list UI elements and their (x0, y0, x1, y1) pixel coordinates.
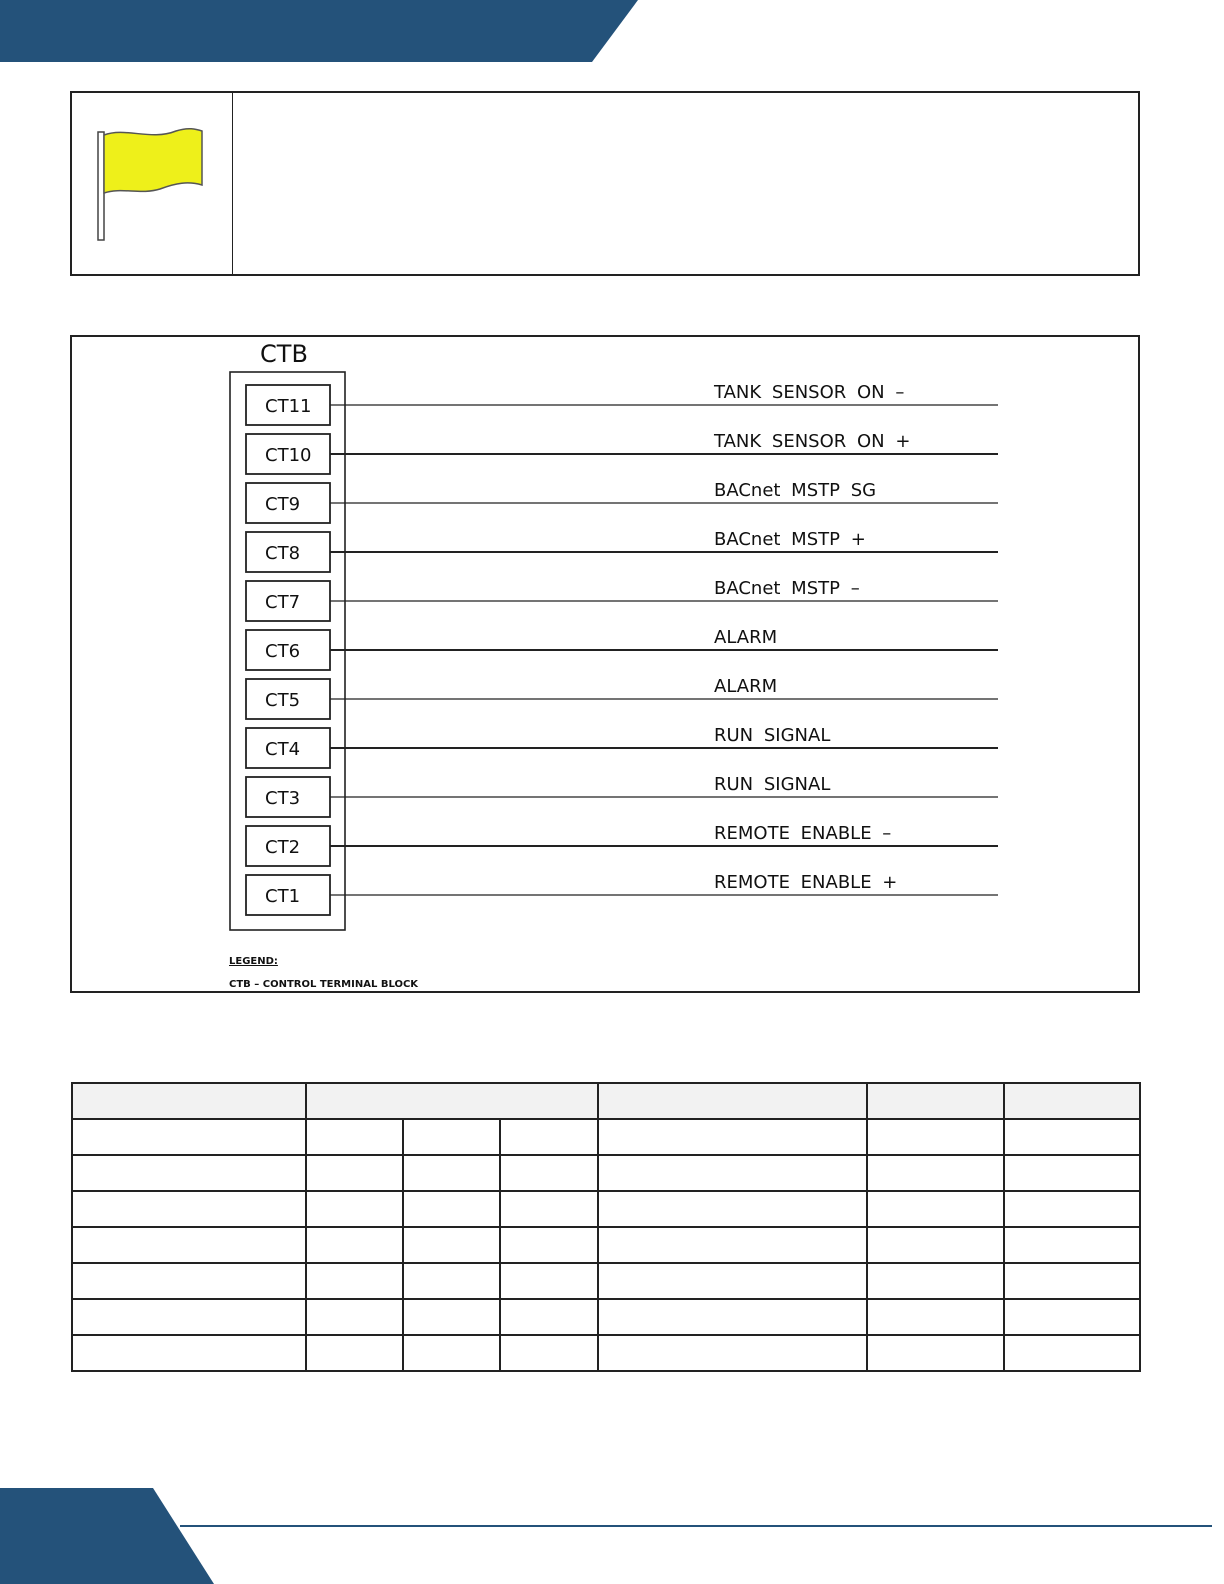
terminal-row (246, 431, 998, 474)
signal-label: REMOTE ENABLE – (714, 823, 892, 844)
table-header-cell (598, 1083, 867, 1119)
table-cell (72, 1191, 306, 1227)
table-cell (72, 1227, 306, 1263)
table-cell (1004, 1227, 1140, 1263)
table-header-cell (306, 1083, 598, 1119)
terminal-row (246, 725, 998, 768)
terminal-row (246, 676, 998, 719)
footer-banner-shape (0, 1488, 214, 1584)
table-cell (867, 1227, 1004, 1263)
table-cell (598, 1335, 867, 1371)
signal-label: TANK SENSOR ON + (714, 431, 911, 452)
table-cell (500, 1299, 598, 1335)
signal-label: BACnet MSTP – (714, 578, 860, 599)
table-cell (1004, 1191, 1140, 1227)
table-row (72, 1227, 1140, 1263)
terminal-id: CT5 (265, 690, 301, 711)
signal-label: TANK SENSOR ON – (714, 382, 905, 403)
legend-title: LEGEND: (229, 956, 278, 967)
table-cell (306, 1191, 403, 1227)
terminal-row (246, 627, 998, 670)
table-header-row (72, 1083, 1140, 1119)
signal-label: ALARM (714, 676, 778, 697)
table-cell (598, 1227, 867, 1263)
table-cell (598, 1299, 867, 1335)
terminal-id: CT7 (265, 592, 301, 613)
table-cell (598, 1191, 867, 1227)
table-cell (500, 1155, 598, 1191)
signal-label: BACnet MSTP + (714, 529, 866, 550)
table-cell (403, 1191, 500, 1227)
legend-entry: CTB – CONTROL TERMINAL BLOCK (229, 979, 419, 990)
signal-label: REMOTE ENABLE + (714, 872, 898, 893)
table-row (72, 1263, 1140, 1299)
table-cell (306, 1299, 403, 1335)
table-cell (1004, 1335, 1140, 1371)
table-cell (867, 1335, 1004, 1371)
table-cell (500, 1191, 598, 1227)
table-header-cell (867, 1083, 1004, 1119)
notice-divider (232, 93, 233, 274)
terminal-id: CT1 (265, 886, 301, 907)
terminal-id: CT11 (265, 396, 312, 417)
table-cell (500, 1119, 598, 1155)
terminal-id: CT8 (265, 543, 301, 564)
table-header-cell (1004, 1083, 1140, 1119)
terminal-row (246, 382, 998, 425)
terminal-row (246, 823, 998, 866)
notice-text (252, 113, 1118, 254)
table-cell (867, 1263, 1004, 1299)
table-row (72, 1299, 1140, 1335)
table-cell (403, 1299, 500, 1335)
table-cell (72, 1155, 306, 1191)
table-cell (403, 1263, 500, 1299)
table-cell (306, 1263, 403, 1299)
table-cell (867, 1299, 1004, 1335)
terminal-row (246, 578, 998, 621)
table-row (72, 1155, 1140, 1191)
notice-box (70, 91, 1140, 276)
table-cell (598, 1155, 867, 1191)
table-body (72, 1119, 1140, 1371)
signal-label: ALARM (714, 627, 778, 648)
table-cell (1004, 1299, 1140, 1335)
table-cell (1004, 1155, 1140, 1191)
table-cell (598, 1263, 867, 1299)
terminal-row (246, 480, 998, 523)
table-cell (306, 1227, 403, 1263)
terminal-row (246, 872, 998, 915)
terminal-id: CT9 (265, 494, 301, 515)
table-cell (867, 1191, 1004, 1227)
table-cell (867, 1155, 1004, 1191)
table-cell (500, 1335, 598, 1371)
table-cell (1004, 1263, 1140, 1299)
footer-banner (0, 1484, 1224, 1584)
header-banner (0, 0, 1224, 64)
table-cell (403, 1335, 500, 1371)
table-header-cell (72, 1083, 306, 1119)
table-cell (72, 1299, 306, 1335)
table-cell (72, 1335, 306, 1371)
terminal-rows (246, 382, 998, 915)
table-cell (306, 1155, 403, 1191)
flag-icon (96, 127, 206, 243)
header-banner-shape (0, 0, 638, 62)
table-cell (867, 1119, 1004, 1155)
table-cell (306, 1119, 403, 1155)
signal-label: RUN SIGNAL (714, 774, 831, 795)
table-cell (403, 1155, 500, 1191)
table-cell (306, 1335, 403, 1371)
table-cell (403, 1227, 500, 1263)
spec-table (71, 1082, 1141, 1372)
table-cell (500, 1263, 598, 1299)
terminal-row (246, 774, 998, 817)
table-row (72, 1119, 1140, 1155)
terminal-id: CT2 (265, 837, 301, 858)
table-cell (403, 1119, 500, 1155)
table-cell (598, 1119, 867, 1155)
table-row (72, 1191, 1140, 1227)
terminal-id: CT3 (265, 788, 301, 809)
table-cell (72, 1119, 306, 1155)
signal-label: BACnet MSTP SG (714, 480, 877, 501)
wiring-diagram-frame (70, 335, 1140, 993)
terminal-row (246, 529, 998, 572)
terminal-id: CT4 (265, 739, 301, 760)
signal-label: RUN SIGNAL (714, 725, 831, 746)
block-label: CTB (260, 340, 308, 368)
table-cell (1004, 1119, 1140, 1155)
wiring-diagram (72, 337, 1138, 991)
table-cell (500, 1227, 598, 1263)
table-cell (72, 1263, 306, 1299)
table-row (72, 1335, 1140, 1371)
terminal-id: CT6 (265, 641, 301, 662)
terminal-id: CT10 (265, 445, 312, 466)
